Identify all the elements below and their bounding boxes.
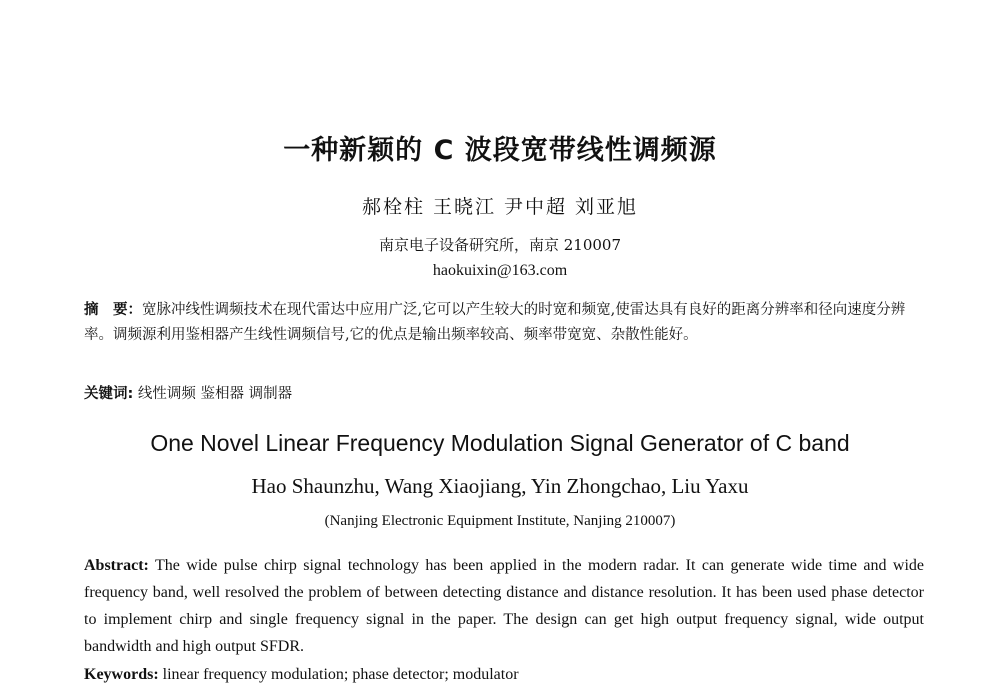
author-email: haokuixin@163.com: [432, 262, 568, 279]
chinese-abstract-text: 宽脉冲线性调频技术在现代雷达中应用广泛,它可以产生较大的时宽和频宽,使雷达具有良好的距离分辨率和径向速度分辨率。调频源利用鉴相器产生线性调频信号,它的优点是输出频率较高、频率带宽宽、杂散性能好。: [84, 302, 906, 343]
chinese-keywords: [84, 382, 924, 407]
english-abstract-text: The wide pulse chirp signal technology has been applied in the modern radar. It can generate wide time and wide frequency band, well resolved the problem of between detecting distance and distance resolution. It has been used phase detector to implement chirp and single frequency signal in the paper. The design can get high output frequency signal, wide output bandwidth and high output SFDR.: [84, 557, 924, 655]
chinese-affiliation: 南京电子设备研究所，南京 210007: [378, 236, 622, 254]
chinese-keywords-label: 关键词:: [84, 386, 134, 402]
chinese-abstract-label: 摘 要：: [84, 302, 142, 318]
english-authors: Hao Shaunzhu, Wang Xiaojiang, Yin Zhongchao, Liu Yaxu: [251, 474, 749, 498]
english-abstract-label: Abstract:: [84, 557, 149, 574]
chinese-authors: 郝栓柱 王晓江 尹中超 刘亚旭: [361, 196, 639, 218]
english-affiliation: (Nanjing Electronic Equipment Institute, Nanjing 210007): [324, 513, 676, 529]
english-title: One Novel Linear Frequency Modulation Signal Generator of C band: [150, 430, 850, 456]
chinese-abstract: [84, 298, 924, 348]
english-keywords-text: linear frequency modulation; phase detector; modulator: [158, 666, 519, 683]
english-keywords: [84, 661, 924, 688]
english-abstract: [84, 552, 924, 660]
chinese-title: 一种新颖的 C 波段宽带线性调频源: [283, 135, 717, 166]
chinese-keywords-text: 线性调频 鉴相器 调制器: [133, 386, 293, 402]
english-keywords-label: Keywords:: [84, 666, 159, 683]
